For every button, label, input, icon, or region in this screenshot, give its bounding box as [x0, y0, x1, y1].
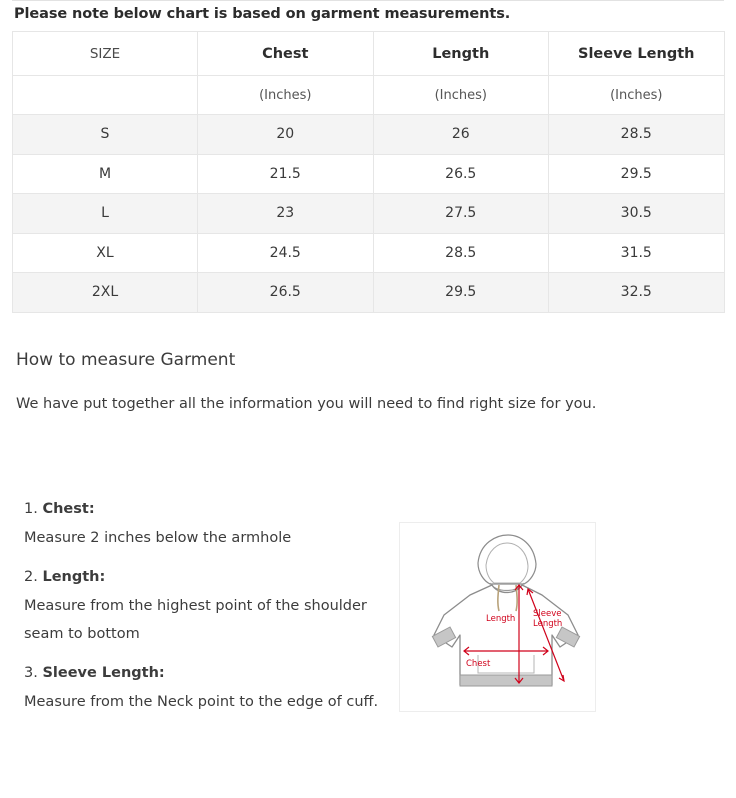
length-label: Length: [486, 614, 516, 624]
table-row: [13, 273, 725, 313]
cell-chest: 26.5: [198, 273, 374, 313]
measure-step-length: [24, 566, 384, 648]
sleeve-label-line1: Sleeve: [533, 609, 562, 619]
table-header-row: [13, 32, 725, 76]
units-cell-length: (Inches): [373, 76, 549, 115]
measure-steps: [24, 498, 384, 730]
step-heading: [24, 498, 384, 520]
size-chart-container: [12, 31, 724, 313]
table-row: [13, 194, 725, 234]
cell-length: 29.5: [373, 273, 549, 313]
cell-chest: 21.5: [198, 154, 374, 194]
step-number: 3.: [24, 665, 38, 681]
table-row: [13, 154, 725, 194]
cell-chest: 24.5: [198, 233, 374, 273]
step-body: Measure from the Neck point to the edge of cuff.: [24, 694, 379, 710]
cell-size: S: [13, 115, 198, 155]
how-to-measure-title: How to measure Garment: [16, 350, 236, 370]
cell-chest: 23: [198, 194, 374, 234]
cell-sleeve-length: 32.5: [549, 273, 725, 313]
cell-size: M: [13, 154, 198, 194]
top-divider: [12, 0, 724, 1]
column-header-length: Length: [373, 32, 549, 76]
step-number: 2.: [24, 569, 38, 585]
cell-chest: 20: [198, 115, 374, 155]
units-cell-size: [13, 76, 198, 115]
step-label: Chest:: [42, 501, 95, 517]
cell-size: 2XL: [13, 273, 198, 313]
table-row: [13, 233, 725, 273]
units-cell-chest: (Inches): [198, 76, 374, 115]
step-heading: [24, 662, 384, 684]
column-header-chest: Chest: [198, 32, 374, 76]
how-to-measure-subtitle: We have put together all the information you will need to find right size for you.: [16, 396, 597, 412]
units-cell-sleeve-length: (Inches): [549, 76, 725, 115]
cell-length: 26.5: [373, 154, 549, 194]
step-label: Length:: [42, 569, 106, 585]
cell-length: 27.5: [373, 194, 549, 234]
sleeve-label-line2: Length: [533, 619, 563, 629]
cell-sleeve-length: 28.5: [549, 115, 725, 155]
measure-step-chest: [24, 498, 384, 552]
cell-length: 28.5: [373, 233, 549, 273]
step-heading: [24, 566, 384, 588]
step-body: Measure 2 inches below the armhole: [24, 530, 292, 546]
cell-sleeve-length: 30.5: [549, 194, 725, 234]
cell-sleeve-length: 29.5: [549, 154, 725, 194]
step-label: Sleeve Length:: [42, 665, 165, 681]
step-body: Measure from the highest point of the shoulder seam to bottom: [24, 598, 367, 642]
chart-note: Please note below chart is based on garment measurements.: [14, 6, 511, 22]
hoodie-diagram-icon: [400, 523, 595, 711]
cell-size: XL: [13, 233, 198, 273]
measure-step-sleeve-length: [24, 662, 384, 716]
column-header-size: SIZE: [13, 32, 198, 76]
table-units-row: [13, 76, 725, 115]
cell-sleeve-length: 31.5: [549, 233, 725, 273]
table-row: [13, 115, 725, 155]
cell-size: L: [13, 194, 198, 234]
step-number: 1.: [24, 501, 38, 517]
size-chart-table: [12, 31, 725, 313]
column-header-sleeve-length: Sleeve Length: [549, 32, 725, 76]
garment-measurement-illustration: [399, 522, 596, 712]
chest-label: Chest: [466, 659, 491, 669]
cell-length: 26: [373, 115, 549, 155]
